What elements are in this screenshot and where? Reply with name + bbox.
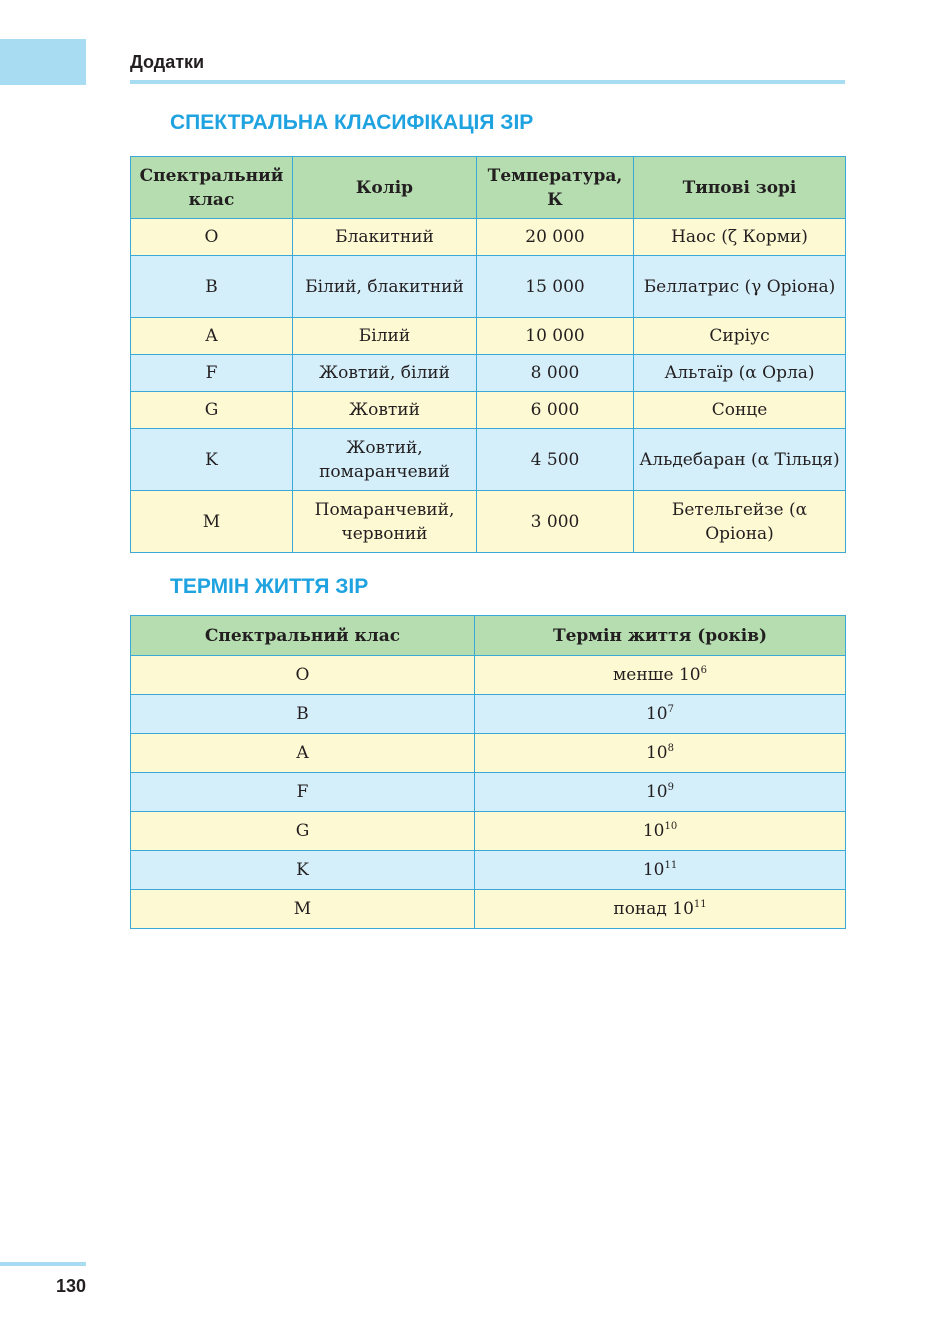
lifetime-exponent: 8 <box>667 743 674 754</box>
lifetime-exponent: 10 <box>664 821 678 832</box>
cell-color: Білий <box>293 318 477 355</box>
cell-class: O <box>131 656 475 695</box>
table-row <box>131 773 846 812</box>
lifetime-exponent: 7 <box>667 704 674 715</box>
lifetime-exponent: 9 <box>667 782 674 793</box>
table-row <box>131 219 846 256</box>
cell-lifetime <box>475 773 846 812</box>
table-header-row <box>131 616 846 656</box>
star-lifetime-heading: ТЕРМІН ЖИТТЯ ЗІР <box>170 575 369 598</box>
footer-rule <box>0 1262 86 1266</box>
lifetime-prefix: менше <box>613 665 679 685</box>
cell-typical-stars: Бетельгейзе (α Оріона) <box>634 491 846 553</box>
cell-lifetime <box>475 890 846 929</box>
cell-class: G <box>131 392 293 429</box>
lifetime-exponent: 11 <box>664 860 678 871</box>
column-header-temperature: Температура, К <box>477 157 634 219</box>
column-header-lifetime: Термін життя (років) <box>475 616 846 656</box>
cell-typical-stars: Беллатрис (γ Оріона) <box>634 256 846 318</box>
table-row <box>131 734 846 773</box>
cell-color: Жовтий, білий <box>293 355 477 392</box>
table-row <box>131 656 846 695</box>
cell-temperature: 10 000 <box>477 318 634 355</box>
cell-class: B <box>131 695 475 734</box>
cell-typical-stars: Альдебаран (α Тільця) <box>634 429 846 491</box>
column-header-color: Колір <box>293 157 477 219</box>
table-row <box>131 318 846 355</box>
cell-lifetime <box>475 695 846 734</box>
cell-lifetime <box>475 812 846 851</box>
cell-class: K <box>131 851 475 890</box>
cell-typical-stars: Сиріус <box>634 318 846 355</box>
cell-color: Білий, блакитний <box>293 256 477 318</box>
section-label: Додатки <box>130 52 205 72</box>
cell-temperature: 4 500 <box>477 429 634 491</box>
cell-typical-stars: Сонце <box>634 392 846 429</box>
table-row <box>131 695 846 734</box>
cell-class: F <box>131 773 475 812</box>
spectral-classification-table <box>130 156 846 553</box>
spectral-classification-heading: СПЕКТРАЛЬНА КЛАСИФІКАЦІЯ ЗІР <box>170 111 534 134</box>
table-row <box>131 812 846 851</box>
cell-class: F <box>131 355 293 392</box>
cell-lifetime <box>475 851 846 890</box>
table-row <box>131 851 846 890</box>
cell-color: Жовтий, помаранчевий <box>293 429 477 491</box>
cell-class: B <box>131 256 293 318</box>
table-row <box>131 429 846 491</box>
cell-color: Жовтий <box>293 392 477 429</box>
column-header-class: Спектральний клас <box>131 616 475 656</box>
cell-typical-stars: Наос (ζ Корми) <box>634 219 846 256</box>
cell-temperature: 3 000 <box>477 491 634 553</box>
lifetime-prefix: понад <box>613 899 673 919</box>
cell-class: G <box>131 812 475 851</box>
table-row <box>131 491 846 553</box>
cell-temperature: 8 000 <box>477 355 634 392</box>
column-header-class: Спектральний клас <box>131 157 293 219</box>
cell-temperature: 6 000 <box>477 392 634 429</box>
cell-class: O <box>131 219 293 256</box>
cell-temperature: 20 000 <box>477 219 634 256</box>
lifetime-base: 10 <box>672 899 694 919</box>
cell-class: M <box>131 890 475 929</box>
lifetime-base: 10 <box>642 860 665 880</box>
lifetime-base: 10 <box>645 743 668 763</box>
table-row <box>131 890 846 929</box>
column-header-typical-stars: Типові зорі <box>634 157 846 219</box>
lifetime-exponent: 6 <box>700 665 707 676</box>
cell-class: K <box>131 429 293 491</box>
star-lifetime-table <box>130 615 846 929</box>
cell-lifetime <box>475 734 846 773</box>
header-rule <box>130 80 845 84</box>
cell-class: A <box>131 318 293 355</box>
corner-tab <box>0 39 86 85</box>
cell-lifetime <box>475 656 846 695</box>
cell-color: Помаранчевий, червоний <box>293 491 477 553</box>
cell-color: Блакитний <box>293 219 477 256</box>
table-row <box>131 256 846 318</box>
cell-class: M <box>131 491 293 553</box>
table-header-row <box>131 157 846 219</box>
cell-typical-stars: Альтаїр (α Орла) <box>634 355 846 392</box>
lifetime-exponent: 11 <box>693 899 707 910</box>
table-row <box>131 355 846 392</box>
table-row <box>131 392 846 429</box>
cell-temperature: 15 000 <box>477 256 634 318</box>
lifetime-base: 10 <box>645 782 668 802</box>
lifetime-base: 10 <box>642 821 665 841</box>
lifetime-base: 10 <box>678 665 701 685</box>
cell-class: A <box>131 734 475 773</box>
lifetime-base: 10 <box>645 704 668 724</box>
page-number: 130 <box>56 1276 87 1296</box>
